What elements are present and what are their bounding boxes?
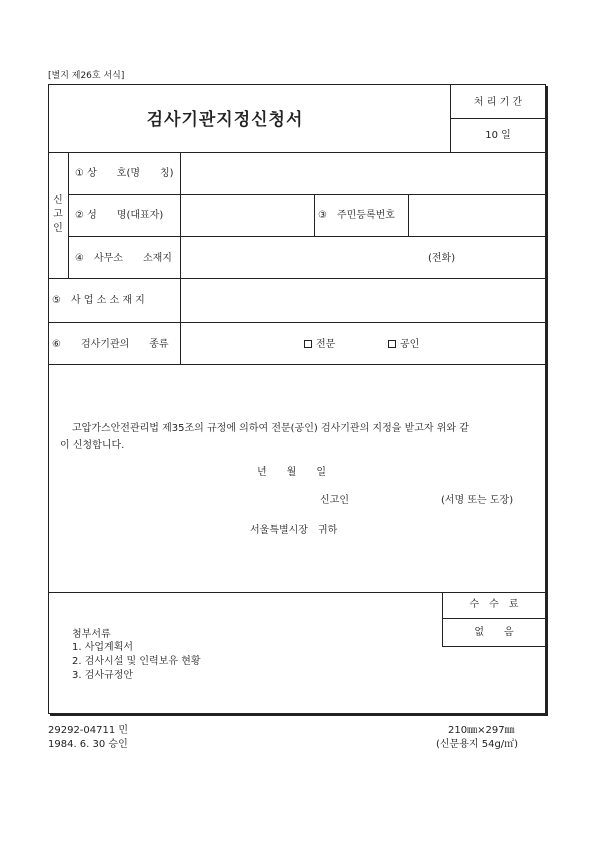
frame-shadow-right <box>546 86 548 716</box>
approval-date: 1984. 6. 30 승인 <box>48 739 128 750</box>
attachment-item: 2. 검사시설 및 인력보유 현황 <box>72 656 201 667</box>
attachments-heading: 첨부서류 <box>72 629 111 640</box>
option-specialist[interactable]: 전문 <box>304 340 335 350</box>
applicant-label: 신 고 인 <box>53 195 63 234</box>
statement-line-1: 고압가스안전관리법 제35조의 규정에 의하여 전문(공인) 검사기관의 지정을 받고자 위와 같 <box>72 423 469 434</box>
addressee: 서울특별시장 귀하 <box>250 525 338 536</box>
office-address-label: ④ 사무소 소재지 <box>75 253 172 264</box>
agency-type-label: ⑥ 검사기관의 종류 <box>52 339 169 350</box>
representative-name-label: ② 성 명(대표자) <box>75 210 164 221</box>
paper-size: 210㎜×297㎜ <box>448 725 515 736</box>
applicant-signature-label: 신고인 <box>320 495 349 506</box>
application-date: 년 월 일 <box>257 467 326 478</box>
checkbox-icon[interactable] <box>304 340 312 348</box>
attachment-item: 3. 검사규정안 <box>72 670 134 681</box>
form-title: 검사기관지정신청서 <box>146 110 304 130</box>
trade-name-label: ① 상 호(명 칭) <box>75 168 174 179</box>
attachment-item: 1. 사업계획서 <box>72 642 134 653</box>
processing-period-value: 10 일 <box>485 130 511 141</box>
fee-label: 수 수 료 <box>469 599 519 610</box>
statement-line-2: 이 신청합니다. <box>60 440 125 451</box>
form-reference: [별지 제26호 서식] <box>48 71 125 81</box>
checkbox-icon[interactable] <box>388 340 396 348</box>
processing-period-label: 처 리 기 간 <box>473 97 523 108</box>
document-number: 29292-04711 민 <box>48 725 129 736</box>
signature-hint: (서명 또는 도장) <box>441 495 514 506</box>
frame-shadow-bottom <box>50 714 548 716</box>
option-public[interactable]: 공인 <box>388 340 419 350</box>
business-address-label: ⑤ 사 업 소 소 재 지 <box>52 295 145 306</box>
phone-label: (전화) <box>428 253 456 264</box>
paper-type: (신문용지 54g/㎡) <box>436 739 519 750</box>
fee-value: 없 음 <box>474 627 514 638</box>
resident-number-label: ③ 주민등록번호 <box>318 210 395 221</box>
